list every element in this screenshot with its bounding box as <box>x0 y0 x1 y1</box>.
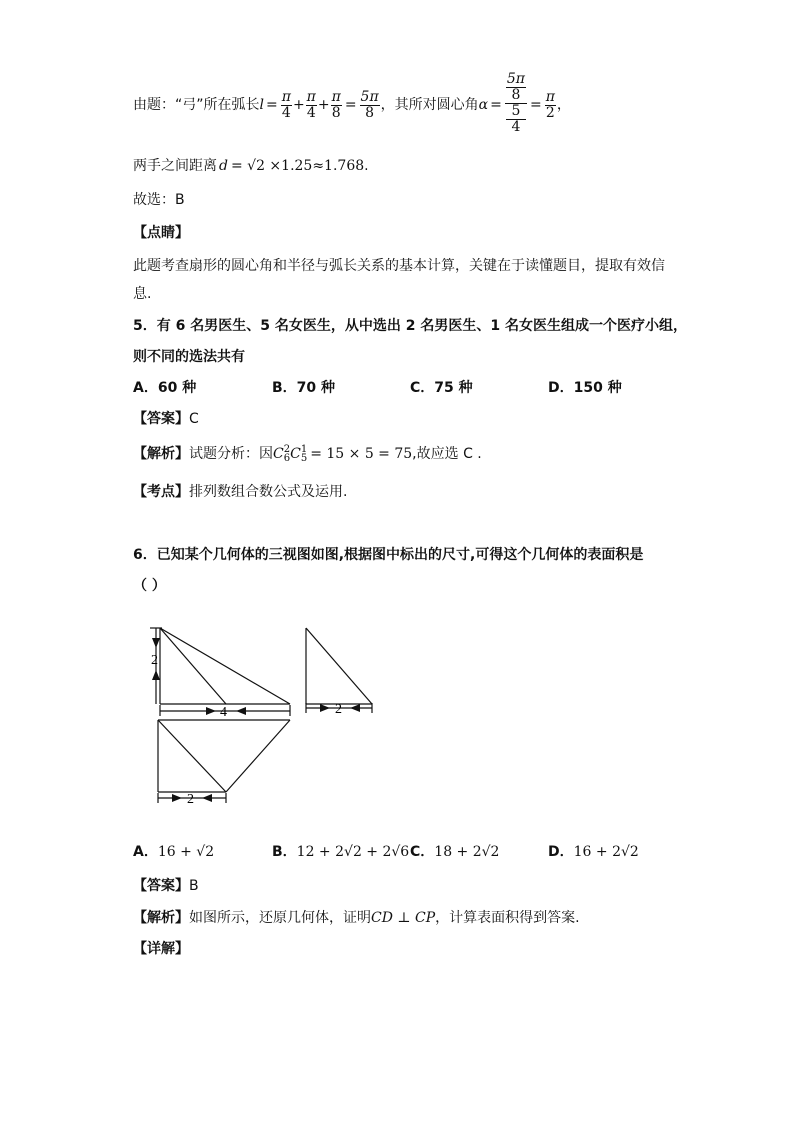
q5-kaodian: 【考点】排列数组合数公式及运用. <box>133 484 348 500</box>
fraction: $\frac{\pi}{2}$ <box>545 88 555 121</box>
arc-length-prefix: 由题：“弓”所在弧长 <box>133 97 260 113</box>
dianjing-text-cont: 息. <box>133 286 152 302</box>
arrow-head <box>206 707 216 715</box>
front-view-edge <box>160 628 290 704</box>
choice-line: 故选：B <box>133 192 185 208</box>
fraction: $\frac{\pi}{4}$ <box>281 88 291 121</box>
arrow-head <box>152 638 160 648</box>
q5-option-b: B．70 种 <box>272 380 336 396</box>
q6-answer: 【答案】B <box>133 878 199 894</box>
arrow-head <box>350 704 360 712</box>
front-view-edge <box>160 628 226 704</box>
q5-option-a: A．60 种 <box>133 380 197 396</box>
dimension-label-4: 4 <box>220 705 227 720</box>
fraction: $\frac{\pi}{8}$ <box>331 88 341 121</box>
q5-analysis: 【解析】试题分析：因C 2 6 C 1 5 = 15 × 5 = 75,故应选 C . <box>133 444 482 464</box>
arc-length-line: 由题：“弓”所在弧长 l = $\frac{\pi}{4}$ + $\frac{\pi}{4}$ + $\frac{\pi}{8}$ = $\frac{5\pi}{8}$ ，其所对圆心角 α = $\frac{5\pi}{8}$ 5 4 = $\frac{\pi}{2}$ ， <box>133 70 571 135</box>
q5-option-d: D．150 种 <box>548 380 622 396</box>
fraction: $\frac{\pi}{4}$ <box>306 88 316 121</box>
dimension-label-2: 2 <box>151 653 158 668</box>
q6-option-b: B．12 + 2√2 + 2√6 <box>272 844 410 860</box>
dimension-label-2: 2 <box>187 792 194 807</box>
arrow-head <box>320 704 330 712</box>
q6-detail-tag: 【详解】 <box>133 941 189 957</box>
side-view-edge <box>306 628 372 704</box>
three-view-figure <box>140 620 390 810</box>
fraction: $\frac{5\pi}{8}$ <box>360 88 379 121</box>
top-view-edge <box>158 720 226 792</box>
q5-stem-cont: 则不同的选法共有 <box>133 349 245 365</box>
arrow-head <box>152 670 160 680</box>
angle-text: ，其所对圆心角 <box>380 97 479 113</box>
dianjing-text: 此题考查扇形的圆心角和半径与弧长关系的基本计算，关键在于读懂题目，提取有效信 <box>133 258 665 274</box>
q5-option-c: C．75 种 <box>410 380 473 396</box>
arrow-head <box>236 707 246 715</box>
q6-option-a: A．16 + √2 <box>133 844 215 860</box>
q6-stem-cont: （ ） <box>133 578 166 594</box>
q6-option-d: D．16 + 2√2 <box>548 844 639 860</box>
q5-stem: 5．有 6 名男医生、5 名女医生，从中选出 2 名男医生、1 名女医生组成一个医疗小组， <box>133 318 687 334</box>
distance-line: 两手之间距离 d = √2 ×1.25≈1.768. <box>133 158 369 174</box>
compound-fraction: $\frac{5\pi}{8}$ 5 4 <box>506 70 525 135</box>
q6-option-c: C．18 + 2√2 <box>410 844 500 860</box>
dimension-label-2: 2 <box>335 702 342 717</box>
arrow-head <box>172 794 182 802</box>
dianjing-tag: 【点睛】 <box>133 225 189 241</box>
q6-analysis: 【解析】如图所示，还原几何体，证明CD ⊥ CP，计算表面积得到答案. <box>133 910 580 926</box>
q5-answer: 【答案】C <box>133 411 199 427</box>
arrow-head <box>202 794 212 802</box>
top-view-edge <box>226 720 290 792</box>
q6-stem: 6．已知某个几何体的三视图如图,根据图中标出的尺寸,可得这个几何体的表面积是 <box>133 547 644 563</box>
